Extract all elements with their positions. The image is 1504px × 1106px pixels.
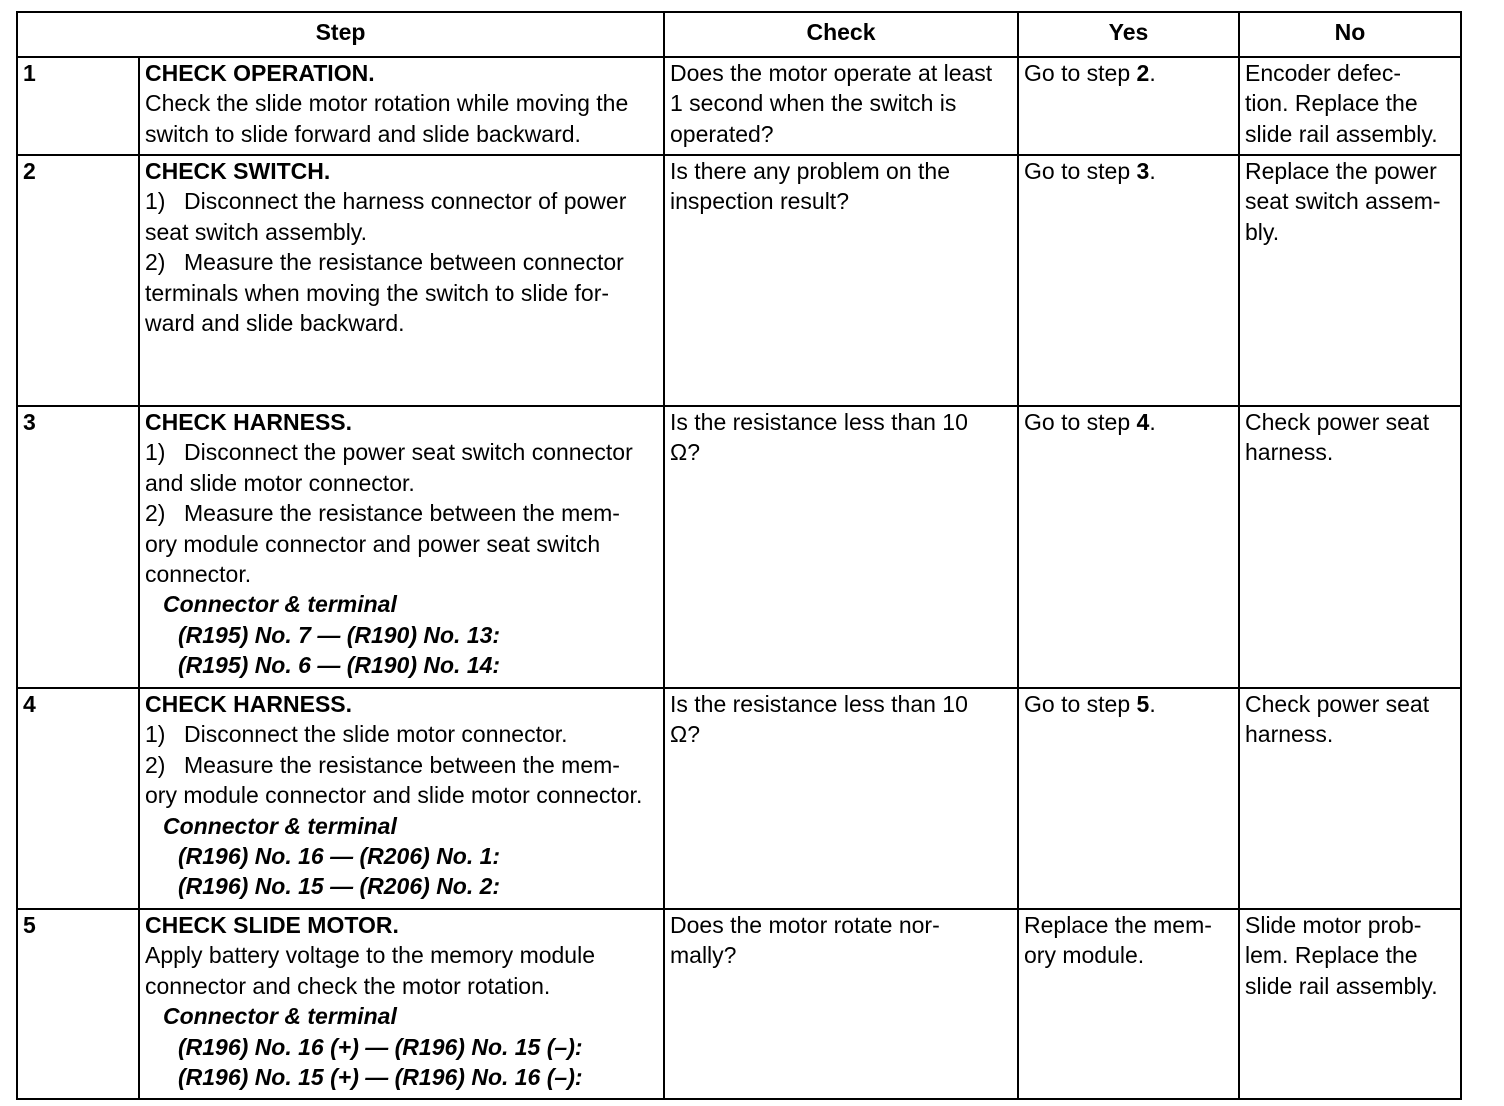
step-title: CHECK SWITCH. [145, 158, 331, 184]
yes-suffix: . [1149, 60, 1156, 86]
step-title: CHECK SLIDE MOTOR. [145, 912, 399, 938]
step-text: ory module connector and power seat switch [145, 530, 601, 557]
no-text: Encoder defec- [1245, 60, 1401, 86]
step-text: Apply battery voltage to the memory module [145, 942, 596, 969]
no-cell [1239, 688, 1461, 909]
terminal-spec: (R195) No. 7 — (R190) No. 13: [178, 621, 501, 648]
substep-number: 2) [145, 500, 166, 527]
substep-number: 2) [145, 751, 166, 778]
check-text: Does the motor operate at least [670, 60, 993, 86]
check-text: 1 second when the switch is [670, 90, 957, 117]
yes-cell [1018, 406, 1239, 688]
step-number: 4 [17, 688, 139, 909]
no-text: seat switch assem- [1245, 188, 1441, 215]
no-text: harness. [1245, 721, 1334, 748]
yes-suffix: . [1149, 691, 1156, 717]
connector-terminal-label: Connector & terminal [163, 812, 397, 839]
terminal-spec: (R196) No. 16 (+) — (R196) No. 15 (–): [178, 1033, 583, 1060]
substep [145, 437, 658, 467]
check-text: Does the motor rotate nor- [670, 912, 940, 938]
header-no: No [1239, 12, 1461, 57]
step-description [139, 909, 664, 1099]
step-text: ory module connector and slide motor connector. [145, 782, 643, 809]
step-number: 2 [17, 155, 139, 406]
substep-number: 1) [145, 721, 166, 748]
step-text: connector and check the motor rotation. [145, 972, 551, 999]
no-text: Check power seat [1245, 691, 1430, 717]
step-title: CHECK HARNESS. [145, 691, 353, 717]
step-description [139, 688, 664, 909]
terminal-spec: (R196) No. 15 (+) — (R196) No. 16 (–): [178, 1064, 583, 1091]
substep-text: Disconnect the power seat switch connector [184, 439, 633, 466]
check-text: Ω? [670, 721, 700, 748]
terminal-spec: (R196) No. 16 — (R206) No. 1: [178, 843, 501, 870]
substep [145, 750, 658, 780]
step-text: terminals when moving the switch to slide for- [145, 279, 610, 306]
yes-text: Go to step [1024, 60, 1137, 86]
check-text: Ω? [670, 439, 700, 466]
substep-number: 1) [145, 188, 166, 215]
substep-number: 2) [145, 249, 166, 276]
terminal-spec: (R196) No. 15 — (R206) No. 2: [178, 873, 501, 900]
yes-cell [1018, 57, 1239, 155]
table-row [17, 155, 1461, 406]
yes-cell [1018, 909, 1239, 1099]
step-description [139, 406, 664, 688]
no-cell [1239, 155, 1461, 406]
header-yes: Yes [1018, 12, 1239, 57]
no-text: Replace the power [1245, 158, 1437, 184]
step-text: and slide motor connector. [145, 469, 415, 496]
yes-suffix: . [1149, 409, 1156, 435]
substep-text: Measure the resistance between the mem- [184, 500, 620, 527]
substep-text: Measure the resistance between the mem- [184, 751, 620, 778]
step-title: CHECK HARNESS. [145, 409, 353, 435]
check-text: Is the resistance less than 10 [670, 409, 968, 435]
step-text: ward and slide backward. [145, 310, 405, 337]
header-step: Step [17, 12, 664, 57]
step-text: seat switch assembly. [145, 218, 367, 245]
table-row [17, 909, 1461, 1099]
step-number: 5 [17, 909, 139, 1099]
step-text: connector. [145, 561, 252, 588]
no-text: slide rail assembly. [1245, 972, 1438, 999]
yes-cell [1018, 155, 1239, 406]
step-description [139, 155, 664, 406]
substep-text: Measure the resistance between connector [184, 249, 624, 276]
check-text: operated? [670, 120, 774, 147]
check-cell [664, 688, 1018, 909]
step-description [139, 57, 664, 155]
substep [145, 247, 658, 277]
terminal-spec: (R195) No. 6 — (R190) No. 14: [178, 652, 501, 679]
yes-suffix: . [1149, 158, 1156, 184]
check-text: Is there any problem on the [670, 158, 950, 184]
header-check: Check [664, 12, 1018, 57]
yes-text: ory module. [1024, 942, 1145, 969]
yes-text: Go to step [1024, 409, 1137, 435]
yes-text: Go to step [1024, 158, 1137, 184]
connector-terminal-label: Connector & terminal [163, 591, 397, 618]
check-cell [664, 57, 1018, 155]
no-text: harness. [1245, 439, 1334, 466]
check-text: inspection result? [670, 188, 849, 215]
substep [145, 186, 658, 216]
yes-cell [1018, 688, 1239, 909]
check-text: mally? [670, 942, 737, 969]
step-number: 3 [17, 406, 139, 688]
no-text: slide rail assembly. [1245, 120, 1438, 147]
substep-number: 1) [145, 439, 166, 466]
table-row [17, 688, 1461, 909]
no-text: tion. Replace the [1245, 90, 1418, 117]
no-cell [1239, 57, 1461, 155]
substep-text: Disconnect the harness connector of power [184, 188, 627, 215]
check-text: Is the resistance less than 10 [670, 691, 968, 717]
step-text: switch to slide forward and slide backward. [145, 120, 581, 147]
check-cell [664, 155, 1018, 406]
substep-text: Disconnect the slide motor connector. [184, 721, 568, 748]
step-title: CHECK OPERATION. [145, 60, 375, 86]
diagnostic-table [16, 11, 1462, 1100]
yes-text: Replace the mem- [1024, 912, 1212, 938]
table-row [17, 406, 1461, 688]
table-row [17, 57, 1461, 155]
no-cell [1239, 909, 1461, 1099]
no-text: lem. Replace the [1245, 942, 1418, 969]
substep [145, 719, 658, 749]
step-number: 1 [17, 57, 139, 155]
yes-text: Go to step [1024, 691, 1137, 717]
check-cell [664, 909, 1018, 1099]
header-row [17, 12, 1461, 57]
yes-step-ref: 5 [1136, 691, 1150, 717]
connector-terminal-label: Connector & terminal [163, 1003, 397, 1030]
yes-step-ref: 4 [1136, 409, 1150, 435]
yes-step-ref: 2 [1136, 60, 1150, 86]
yes-step-ref: 3 [1136, 158, 1150, 184]
substep [145, 498, 658, 528]
no-cell [1239, 406, 1461, 688]
no-text: Check power seat [1245, 409, 1430, 435]
no-text: Slide motor prob- [1245, 912, 1422, 938]
check-cell [664, 406, 1018, 688]
no-text: bly. [1245, 218, 1280, 245]
step-text: Check the slide motor rotation while moving the [145, 90, 629, 117]
